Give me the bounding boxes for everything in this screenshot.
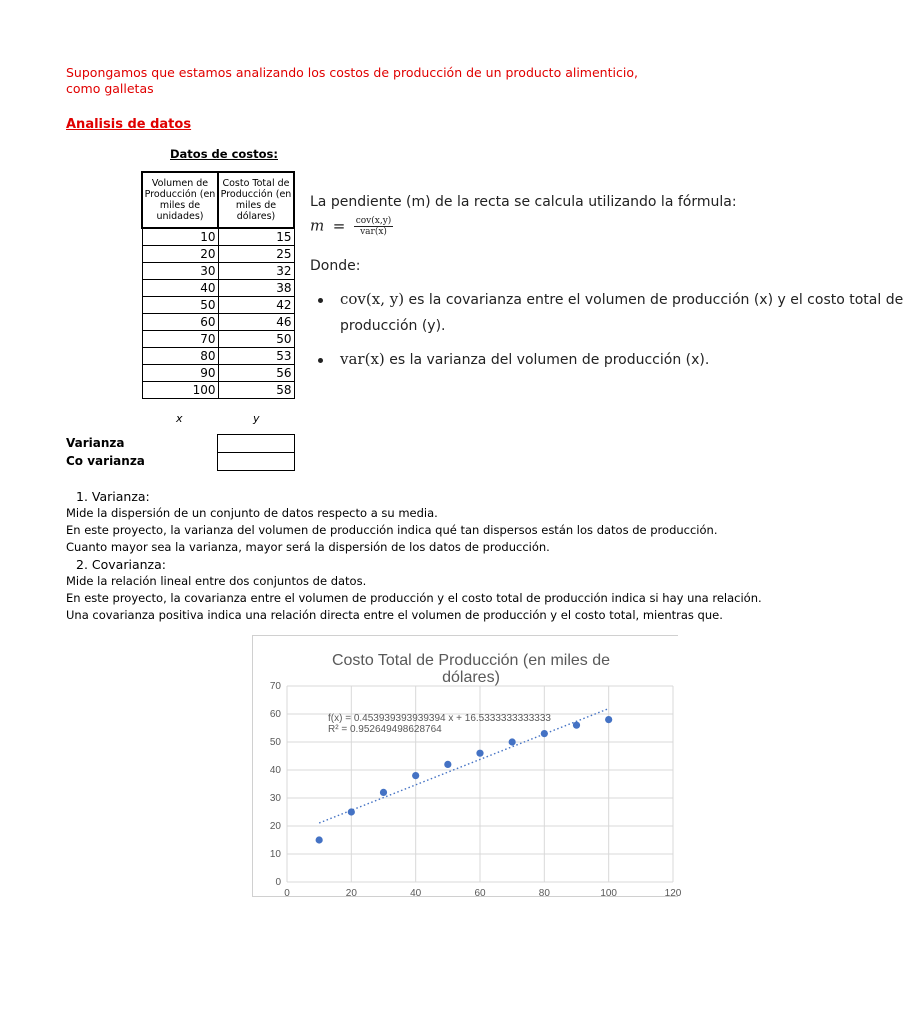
cell-volume[interactable]: 30 [142,263,218,280]
y-tick-label: 20 [269,821,281,832]
data-point [348,808,355,815]
data-point [380,789,387,796]
chart-svg [253,636,693,899]
bullet-2 [340,350,709,368]
data-point [412,772,419,779]
formula-numerator: cov(x,y) [355,216,392,226]
covarianza-label: Co varianza [66,454,145,468]
chart-title-line-2: dólares) [442,669,500,686]
x-tick-label: 120 [664,888,682,899]
varianza-label: Varianza [66,436,125,450]
chart-points [316,716,613,844]
heading-varianza: 1. Varianza: [76,489,150,504]
table-row [142,263,294,280]
bullet-1-text: es la covarianza entre el volumen de producción (x) y el costo total de [408,292,903,308]
cell-cost[interactable]: 32 [218,263,294,280]
intro-line-1: Supongamos que estamos analizando los costos de producción de un producto alimenticio, [66,65,638,80]
heading-covarianza: 2. Covarianza: [76,557,166,572]
cell-cost[interactable]: 46 [218,314,294,331]
y-tick-label: 60 [269,709,281,720]
covarianza-line-3: Una covarianza positiva indica una relación directa entre el volumen de producción y el costo total, mientras que. [66,608,723,622]
cell-cost[interactable]: 38 [218,280,294,297]
costs-table [141,171,295,399]
varianza-line-2: En este proyecto, la varianza del volumen de producción indica qué tan dispersos están los datos de producción. [66,523,718,537]
formula-m: m [310,216,325,235]
trendline-equation: f(x) = 0.453939393939394 x + 16.5333333333333 [328,713,551,724]
x-tick-label: 60 [474,888,486,899]
data-point [316,836,323,843]
table-row [142,280,294,297]
formula-equals: = [332,216,346,235]
covarianza-line-2: En este proyecto, la covarianza entre el volumen de producción y el costo total de producción indica si hay una relación. [66,591,762,605]
cell-cost[interactable]: 25 [218,246,294,263]
data-point [541,730,548,737]
varianza-cell[interactable] [217,434,295,453]
formula-intro: La pendiente (m) de la recta se calcula utilizando la fórmula: [310,194,737,210]
donde-label: Donde: [310,258,361,274]
cell-volume[interactable]: 20 [142,246,218,263]
section-title: Analisis de datos [66,117,192,132]
table-row [142,228,294,246]
bullet-dot-1 [318,298,323,303]
cell-volume[interactable]: 80 [142,348,218,365]
col-header-volume: Volumen de Producción (en miles de unidades) [142,172,218,228]
x-tick-label: 0 [284,888,290,899]
cell-cost[interactable]: 53 [218,348,294,365]
table-row [142,297,294,314]
cell-volume[interactable]: 10 [142,228,218,246]
data-point [605,716,612,723]
bullet-1-cont: producción (y). [340,318,446,334]
x-tick-label: 80 [538,888,550,899]
data-point [444,761,451,768]
trendline-r2: R² = 0.952649498628764 [328,724,442,735]
y-tick-label: 40 [269,765,281,776]
formula-fraction [354,216,394,237]
y-tick-label: 0 [275,877,281,888]
cell-volume[interactable]: 70 [142,331,218,348]
bullet-1 [340,290,903,308]
bullet-2-text: es la varianza del volumen de producción (x). [389,352,710,368]
y-tick-label: 70 [269,681,281,692]
cell-volume[interactable]: 50 [142,297,218,314]
covarianza-cell[interactable] [217,452,295,471]
formula-denominator: var(x) [360,227,387,237]
slope-formula [310,216,393,237]
y-tick-label: 30 [269,793,281,804]
x-tick-label: 40 [410,888,422,899]
chart-title-line-1: Costo Total de Producción (en miles de [331,652,611,669]
cell-volume[interactable]: 40 [142,280,218,297]
table-header-row [142,172,294,228]
x-column-label: x [176,412,183,425]
varianza-line-3: Cuanto mayor sea la varianza, mayor será la dispersión de los datos de producción. [66,540,550,554]
col-header-cost: Costo Total de Producción (en miles de dólares) [218,172,294,228]
cell-cost[interactable]: 58 [218,382,294,399]
scatter-chart [252,635,682,899]
cell-volume[interactable]: 100 [142,382,218,399]
table-row [142,246,294,263]
cell-cost[interactable]: 42 [218,297,294,314]
y-tick-label: 10 [269,849,281,860]
data-point [509,738,516,745]
bullet-1-math: cov(x, y) [340,290,405,308]
cell-volume[interactable]: 60 [142,314,218,331]
cell-cost[interactable]: 56 [218,365,294,382]
table-caption: Datos de costos: [170,147,278,161]
cell-volume[interactable]: 90 [142,365,218,382]
data-point [573,722,580,729]
covarianza-line-1: Mide la relación lineal entre dos conjuntos de datos. [66,574,367,588]
x-tick-label: 100 [600,888,618,899]
cell-cost[interactable]: 50 [218,331,294,348]
table-row [142,365,294,382]
cell-cost[interactable]: 15 [218,228,294,246]
explanations [66,488,762,624]
intro-line-2: como galletas [66,81,154,96]
table-row [142,331,294,348]
y-column-label: y [253,412,260,425]
table-row [142,382,294,399]
bullet-dot-2 [318,358,323,363]
data-point [476,750,483,757]
table-row [142,314,294,331]
varianza-line-1: Mide la dispersión de un conjunto de datos respecto a su media. [66,506,438,520]
x-tick-label: 20 [345,888,357,899]
table-row [142,348,294,365]
y-tick-label: 50 [269,737,281,748]
bullet-2-math: var(x) [340,350,385,368]
intro-text [66,65,706,97]
